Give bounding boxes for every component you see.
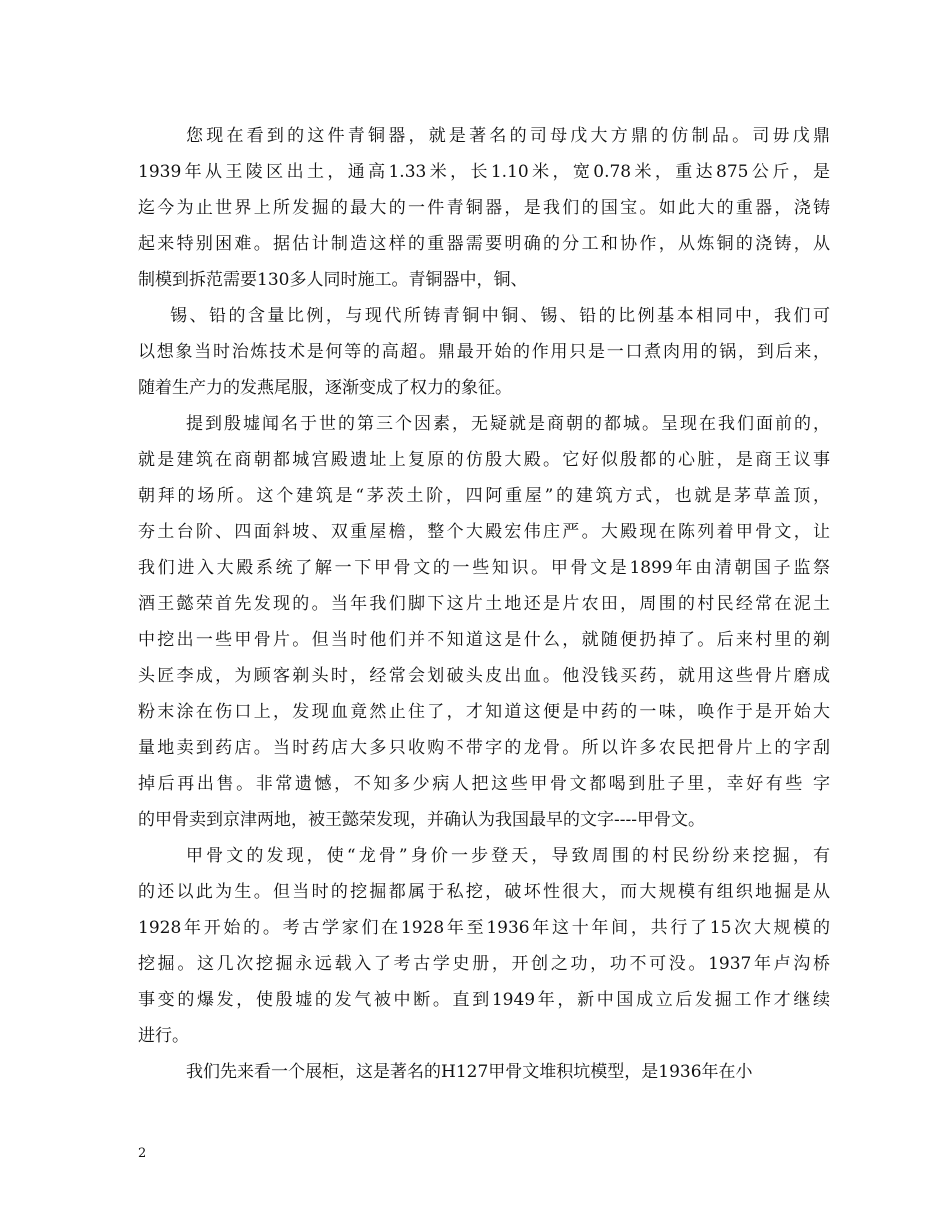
text-line: 起来特别困难。据估计制造这样的重器需要明确的分工和协作，从炼铜的浇铸，从 (138, 234, 830, 254)
text-line: 头匠李成，为顾客剃头时，经常会划破头皮出血。他没钱买药，就用这些骨片磨成 (138, 666, 830, 686)
text-line: 甲骨文的发现，使“龙骨”身价一步登天，导致周围的村民纷纷来挖掘，有 (186, 846, 830, 866)
text-line: 朝拜的场所。这个建筑是“茅茨土阶，四阿重屋”的建筑方式，也就是茅草盖顶， (138, 486, 830, 506)
text-line: 提到殷墟闻名于世的第三个因素，无疑就是商朝的都城。呈现在我们面前的， (186, 414, 830, 434)
text-line: 制模到拆范需要130多人同时施工。青铜器中，铜、 (138, 270, 528, 290)
text-line: 锡、铅的含量比例，与现代所铸青铜中铜、锡、铅的比例基本相同中，我们可 (170, 306, 830, 326)
text-line: 我们进入大殿系统了解一下甲骨文的一些知识。甲骨文是1899年由清朝国子监祭 (138, 558, 830, 578)
text-line: 以想象当时治炼技术是何等的高超。鼎最开始的作用只是一口煮肉用的锅，到后来， (138, 342, 830, 362)
text-line: 您现在看到的这件青铜器，就是著名的司母戊大方鼎的仿制品。司毋戊鼎 (186, 126, 830, 146)
page-number: 2 (138, 1146, 147, 1161)
text-line: 1928年开始的。考古学家们在1928年至1936年这十年间，共行了15次大规模的 (138, 918, 830, 938)
text-line: 掉后再出售。非常遗憾，不知多少病人把这些甲骨文都喝到肚子里，幸好有些 字 (138, 774, 830, 794)
text-line: 中挖出一些甲骨片。但当时他们并不知道这是什么，就随便扔掉了。后来村里的剃 (138, 630, 830, 650)
body-text (138, 118, 830, 1090)
text-line: 进行。 (138, 1026, 189, 1046)
text-line: 迄今为止世界上所发掘的最大的一件青铜器，是我们的国宝。如此大的重器，浇铸 (138, 198, 830, 218)
text-line: 1939年从王陵区出土，通高1.33米，长1.10米，宽0.78米，重达875公斤，是 (138, 162, 830, 182)
text-line: 随着生产力的发燕尾服，逐渐变成了权力的象征。 (138, 378, 512, 398)
text-line: 粉末涂在伤口上，发现血竟然止住了，才知道这便是中药的一味，唤作于是开始大 (138, 702, 830, 722)
text-line: 挖掘。这几次挖掘永远载入了考古学史册，开创之功，功不可没。1937年卢沟桥 (138, 954, 830, 974)
text-line: 事变的爆发，使殷墟的发气被中断。直到1949年，新中国成立后发掘工作才继续 (138, 990, 830, 1010)
text-line: 的甲骨卖到京津两地，被王懿荣发现，并确认为我国最早的文字----甲骨文。 (138, 810, 705, 830)
text-line: 酒王懿荣首先发现的。当年我们脚下这片土地还是片农田，周围的村民经常在泥土 (138, 594, 830, 614)
text-line: 的还以此为生。但当时的挖掘都属于私挖，破坏性很大，而大规模有组织地掘是从 (138, 882, 830, 902)
text-line: 就是建筑在商朝都城宫殿遗址上复原的仿殷大殿。它好似殷都的心脏，是商王议事 (138, 450, 830, 470)
text-line: 量地卖到药店。当时药店大多只收购不带字的龙骨。所以许多农民把骨片上的字刮 (138, 738, 830, 758)
text-line: 我们先来看一个展柜，这是著名的H127甲骨文堆积坑模型，是1936年在小 (186, 1062, 753, 1082)
text-line: 夯土台阶、四面斜坡、双重屋檐，整个大殿宏伟庄严。大殿现在陈列着甲骨文，让 (138, 522, 830, 542)
